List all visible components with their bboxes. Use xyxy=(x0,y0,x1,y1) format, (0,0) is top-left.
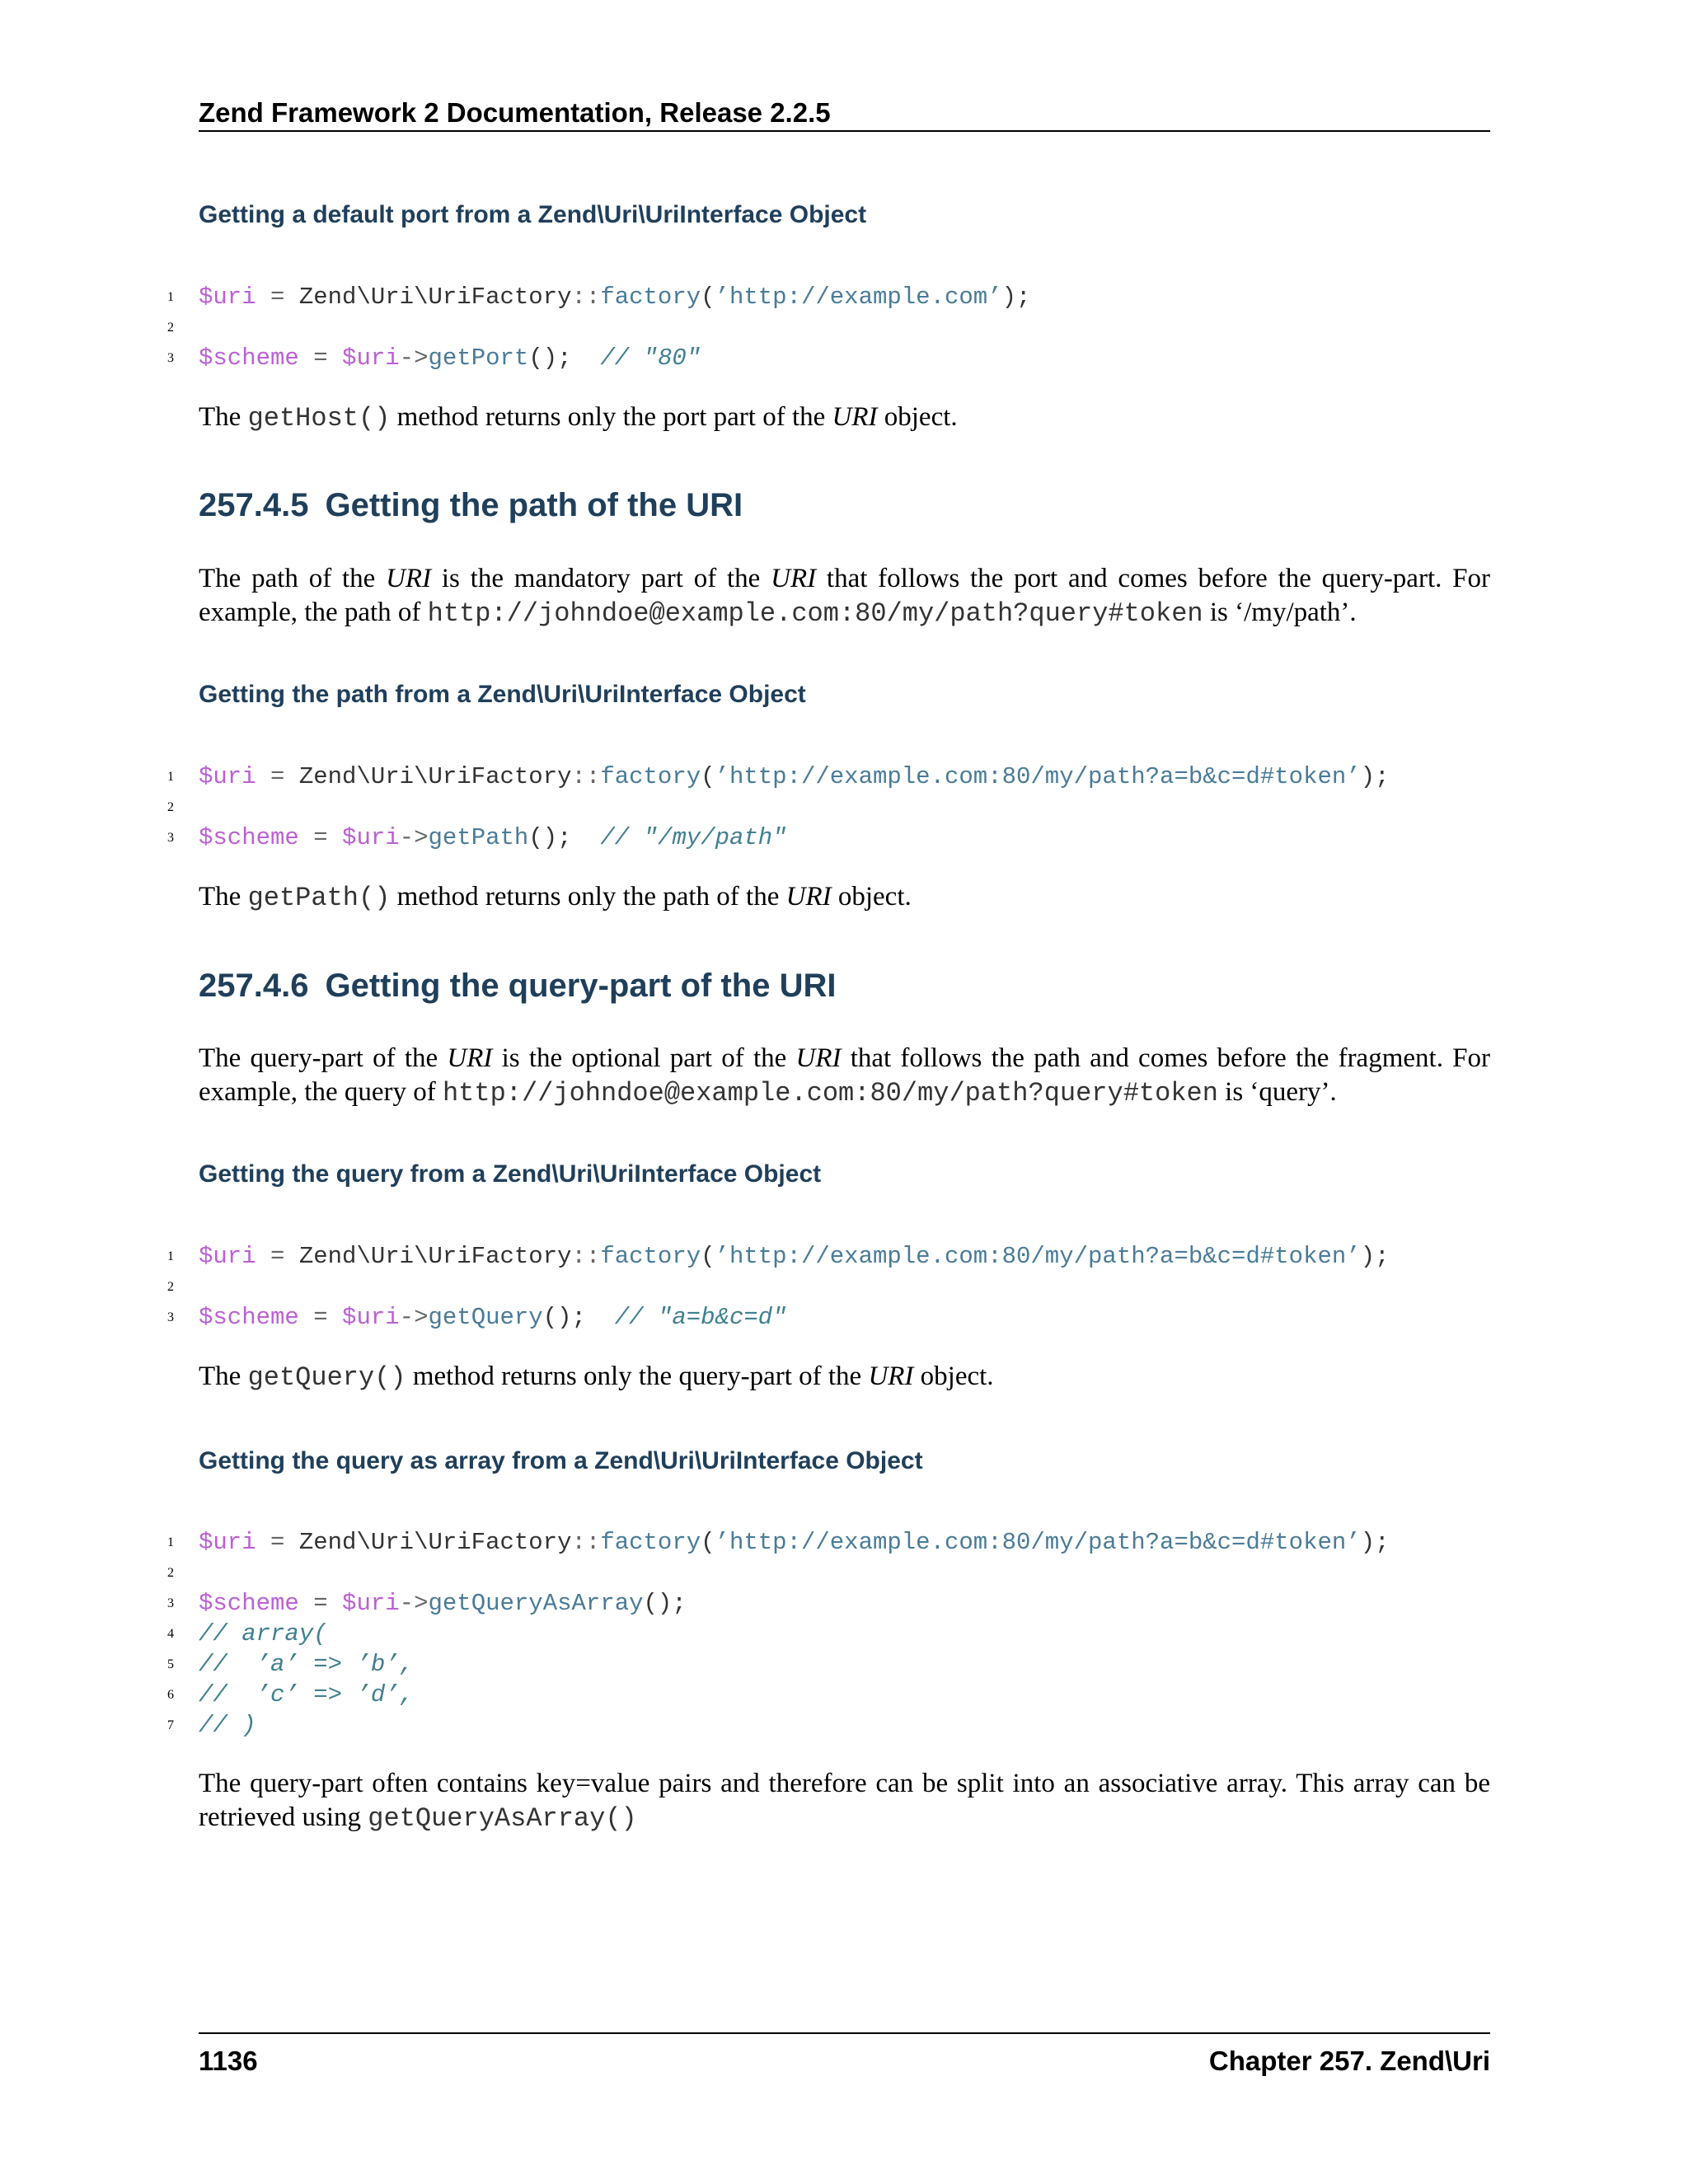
subsection-heading-query-array: Getting the query as array from a Zend\Uri\UriInterface Object xyxy=(199,1447,923,1474)
line-number: 2 xyxy=(167,1566,174,1580)
code-block-query xyxy=(167,1241,1490,1333)
subsection-heading-path: Getting the path from a Zend\Uri\UriInterface Object xyxy=(199,681,806,708)
code-line xyxy=(167,312,1490,343)
paragraph-query-intro: The query-part of the URI is the optional part of the URI that follows the path and comes before the fragment. For example, the query of http://johndoe@example.com:80/my/path?query#token is ‘query’. xyxy=(199,1043,1490,1108)
line-number: 2 xyxy=(167,1280,174,1294)
line-number: 4 xyxy=(167,1627,174,1641)
section-title: Getting the path of the URI xyxy=(325,487,743,523)
code-line: 3 $scheme = $uri->getQuery(); // "a=b&c=d" xyxy=(199,1302,1490,1333)
subsection-heading-port: Getting a default port from a Zend\Uri\UriInterface Object xyxy=(199,201,867,228)
section-heading-path xyxy=(199,487,743,524)
footer-chapter-title: Chapter 257. Zend\Uri xyxy=(1208,2046,1490,2076)
line-number: 3 xyxy=(167,831,174,845)
paragraph-port: The getHost() method returns only the port part of the URI object. xyxy=(199,402,958,434)
section-number: 257.4.6 xyxy=(199,968,309,1004)
code-line xyxy=(167,1272,1490,1302)
line-number: 1 xyxy=(167,1535,174,1549)
code-line xyxy=(167,792,1490,823)
line-number: 7 xyxy=(167,1718,174,1732)
line-number: 2 xyxy=(167,800,174,814)
paragraph-path-intro: The path of the URI is the mandatory part of the URI that follows the port and comes before the query-part. For example, the path of http://johndoe@example.com:80/my/path?query#token is ‘/my/path’. xyxy=(199,564,1490,629)
running-header xyxy=(199,92,1490,132)
section-number: 257.4.5 xyxy=(199,487,309,523)
page-number: 1136 xyxy=(199,2046,258,2076)
line-number: 1 xyxy=(167,770,174,784)
paragraph-query: The getQuery() method returns only the query-part of the URI object. xyxy=(199,1361,994,1393)
running-header-title: Zend Framework 2 Documentation, Release 2.2.5 xyxy=(199,97,831,128)
line-number: 1 xyxy=(167,1249,174,1263)
line-number: 2 xyxy=(167,321,174,335)
line-number: 3 xyxy=(167,351,174,365)
code-line: 7 // ) xyxy=(199,1710,1490,1741)
document-page xyxy=(167,0,1490,2184)
running-footer xyxy=(199,2032,1490,2083)
code-line: 1 $uri = Zend\Uri\UriFactory::factory(’http://example.com:80/my/path?a=b&c=d#token’); xyxy=(199,762,1490,792)
section-title: Getting the query-part of the URI xyxy=(325,968,837,1004)
code-line: 3 $scheme = $uri->getPort(); // "80" xyxy=(199,343,1490,373)
code-line xyxy=(167,1558,1490,1588)
section-heading-query xyxy=(199,968,836,1005)
code-line: 3 $scheme = $uri->getPath(); // "/my/path" xyxy=(199,823,1490,853)
line-number: 5 xyxy=(167,1657,174,1671)
line-number: 1 xyxy=(167,290,174,304)
code-block-port xyxy=(167,282,1490,373)
code-line: 1 $uri = Zend\Uri\UriFactory::factory(’http://example.com’); xyxy=(199,282,1490,312)
code-block-query-array xyxy=(167,1527,1490,1741)
line-number: 3 xyxy=(167,1310,174,1324)
paragraph-path: The getPath() method returns only the path of the URI object. xyxy=(199,882,912,913)
subsection-heading-query: Getting the query from a Zend\Uri\UriInterface Object xyxy=(199,1160,822,1188)
code-line: 3 $scheme = $uri->getQueryAsArray(); xyxy=(199,1588,1490,1619)
code-line: 5 // ’a’ => ’b’, xyxy=(199,1649,1490,1680)
code-line: 6 // ’c’ => ’d’, xyxy=(199,1680,1490,1710)
code-line: 4 // array( xyxy=(199,1619,1490,1649)
code-line: 1 $uri = Zend\Uri\UriFactory::factory(’http://example.com:80/my/path?a=b&c=d#token’); xyxy=(199,1241,1490,1272)
code-line: 1 $uri = Zend\Uri\UriFactory::factory(’http://example.com:80/my/path?a=b&c=d#token’); xyxy=(199,1527,1490,1558)
code-block-path xyxy=(167,762,1490,853)
line-number: 3 xyxy=(167,1596,174,1610)
paragraph-query-array: The query-part often contains key=value pairs and therefore can be split into an associative array. This array can be retrieved using getQueryAsArray() xyxy=(199,1769,1490,1834)
line-number: 6 xyxy=(167,1688,174,1702)
